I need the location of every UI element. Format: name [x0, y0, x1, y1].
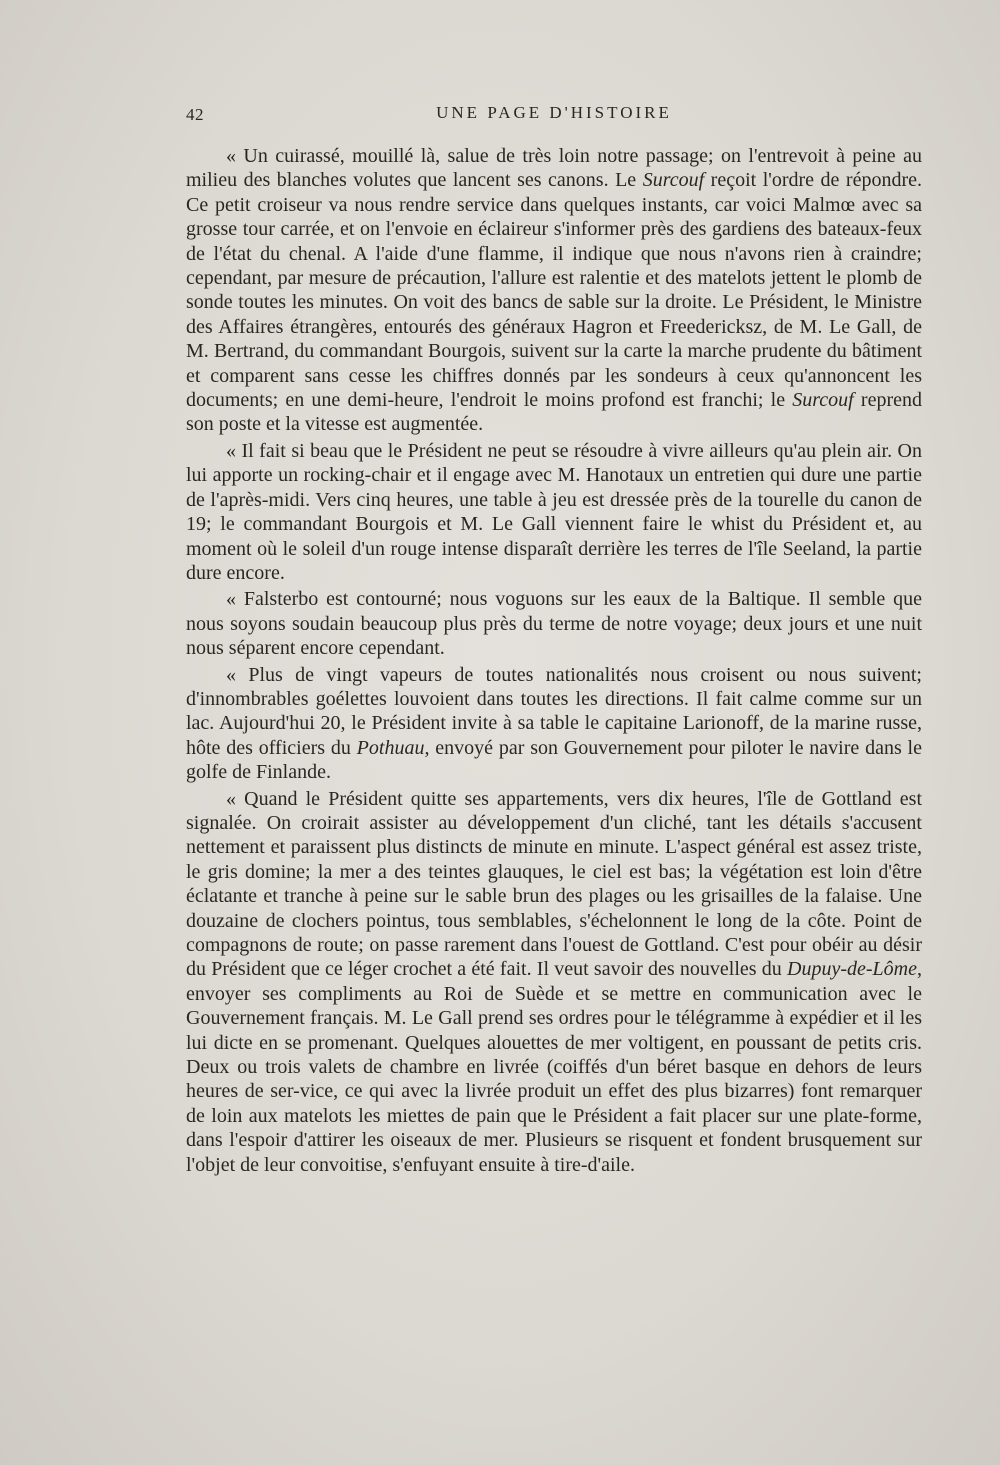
paragraph [186, 439, 922, 585]
paragraph [186, 787, 922, 1178]
italic-ship-name: Dupuy-de-Lôme [787, 958, 917, 981]
paragraph [186, 663, 922, 785]
text-run: « Falsterbo est contourné; nous voguons sur les eaux de la Baltique. Il semble que nous soyons soudain beaucoup plus près du terme de notre voyage; deux jours et une nuit nous séparent encore cependant. [186, 588, 922, 660]
text-run: , envoyé par son Gouvernement pour piloter le navire dans le golfe de Finlande. [186, 736, 922, 784]
italic-ship-name: Surcouf [792, 389, 854, 412]
text-run: reprend son poste et la vitesse est augmentée. [186, 389, 922, 436]
text-run: « Un cuirassé, mouillé là, salue de très loin notre passage; on l'entrevoit à peine au milieu des blanches volutes que lancent ses canons. Le [186, 145, 922, 192]
page-header [186, 103, 922, 129]
italic-ship-name: Pothuau [356, 736, 425, 759]
text-run: , envoyer ses compliments au Roi de Suède et se mettre en communication avec le Gouvernement français. M. Le Gall prend ses ordres pour le télégramme à expédier et il les lui dicte en se promenant. Quelques alouettes de mer voltigent, en poussant de petits cris. Deux ou trois valets de chambre en livrée (coiffés d'un béret basque en dehors de leurs heures de ser-vice, ce qui avec la livrée produit un effet des plus bizarres) font remarquer de loin aux matelots les miettes de pain que le Président a fait placer sur une plate-forme, dans l'espoir d'attirer les oiseaux de mer. Plusieurs se risquent et fondent brusquement sur l'objet de leur convoitise, s'enfuyant ensuite à tire-d'aile. [186, 958, 922, 1176]
text-run: « Il fait si beau que le Président ne peut se résoudre à vivre ailleurs qu'au plein air. On lui apporte un rocking-chair et il engage avec M. Hanotaux un entretien qui dure une partie de l'après-midi. Vers cinq heures, une table à jeu est dressée près de la tourelle du canon de 19; le commandant Bourgois et M. Le Gall viennent faire le whist du Président et, au moment où le soleil d'un rouge intense disparaît derrière les terres de l'île Seeland, la partie dure encore. [186, 439, 922, 584]
text-run: « Plus de vingt vapeurs de toutes nationalités nous croisent ou nous suivent; d'innombrables goélettes louvoient dans toutes les directions. Il fait calme comme sur un lac. Aujourd'hui 20, le Président invite à sa table le capitaine Larionoff, de la marine russe, hôte des officiers du [186, 663, 922, 759]
paragraph [186, 587, 922, 660]
text-run: reçoit l'ordre de répondre. Ce petit croiseur va nous rendre service dans quelques instants, car voici Malmœ avec sa grosse tour carrée, et on l'envoie en éclaireur s'informer près des gardiens des bateaux-feux de l'état du chenal. A l'aide d'une flamme, il indique que nous n'avons rien à craindre; cependant, par mesure de précaution, l'allure est ralentie et des matelots jettent le plomb de sonde toutes les minutes. On voit des bancs de sable sur la droite. Le Président, le Ministre des Affaires étrangères, entourés des généraux Hagron et Freedericksz, de M. Le Gall, de M. Bertrand, du commandant Bourgois, suivent sur la carte la marche prudente du bâtiment et comparent sans cesse les chiffres donnés par les sondeurs à ceux qu'annoncent les documents; en une demi-heure, l'endroit le moins profond est franchi; le [186, 169, 922, 412]
italic-ship-name: Surcouf [642, 169, 705, 192]
running-title: UNE PAGE D'HISTOIRE [436, 103, 672, 122]
text-run: « Quand le Président quitte ses appartements, vers dix heures, l'île de Gottland est signalée. On croirait assister au développement d'un cliché, tant les détails s'accusent nettement et paraissent plus distincts de minute en minute. L'aspect général est assez triste, le gris domine; la mer a des teintes glauques, le ciel est bas; la végétation est loin d'être éclatante et tranche à peine sur le sable brun des plages ou les grisailles de la falaise. Une douzaine de clochers pointus, tous semblables, s'échelonnent le long de la côte. Point de compagnons de route; on passe rarement dans l'ouest de Gottland. C'est pour obéir au désir du Président que ce léger crochet a été fait. Il veut savoir des nouvelles du [186, 787, 922, 981]
paragraph [186, 144, 922, 437]
body-text [186, 144, 922, 1179]
page-number: 42 [186, 105, 204, 124]
